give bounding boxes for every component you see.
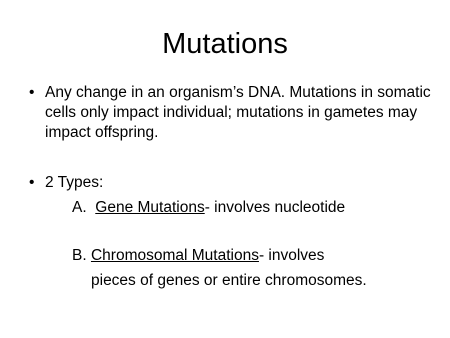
type-b-continuation: pieces of genes or entire chromosomes. <box>91 272 367 289</box>
bullet-definition-text: Any change in an organism’s DNA. Mutations in somatic cells only impact individual; mutations in gametes may impact offspring. <box>45 84 431 141</box>
slide-title: Mutations <box>162 28 288 60</box>
type-b-description: - involves <box>258 247 325 264</box>
type-a-marker: A. <box>72 199 87 216</box>
type-b-marker: B. <box>72 247 87 264</box>
bullet-marker: • <box>29 174 35 191</box>
type-b-name: Chromosomal Mutations <box>90 247 259 264</box>
type-a-line <box>72 198 345 218</box>
type-b-line <box>72 246 324 266</box>
bullet-types-text: 2 Types: <box>45 174 104 191</box>
type-a-description: - involves nucleotide <box>204 199 346 216</box>
bullet-marker: • <box>29 84 35 101</box>
type-a-name: Gene Mutations <box>95 199 205 216</box>
